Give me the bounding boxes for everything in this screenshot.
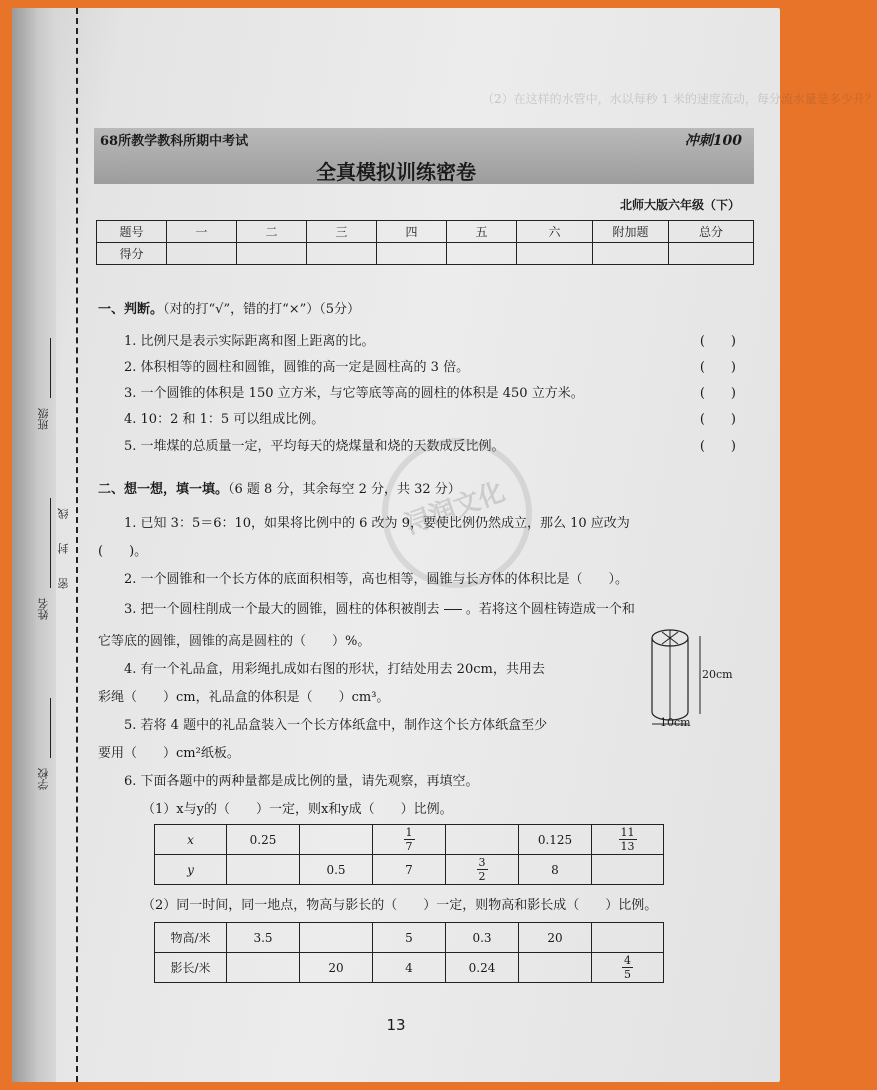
score-cell[interactable] <box>447 243 517 265</box>
answer-paren[interactable]: ( ) <box>699 334 736 349</box>
series-name: 68所教学教科所期中考试 <box>100 134 249 149</box>
s2-q4-line1: 4. 有一个礼品盒，用彩绳扎成如右图的形状，打结处用去 20cm，共用去 <box>124 662 545 677</box>
s2-q5-line1: 5. 若将 4 题中的礼品盒装入一个长方体纸盒中，制作这个长方体纸盒至少 <box>124 718 548 733</box>
side-line-class <box>50 338 51 398</box>
score-table <box>96 220 754 265</box>
score-header-cell: 五 <box>447 221 517 243</box>
xy-cell[interactable] <box>300 825 373 855</box>
hs-cell[interactable] <box>519 953 592 983</box>
hs-row-label: 影长/米 <box>155 953 227 983</box>
s1-item: 3. 一个圆锥的体积是 150 立方米，与它等底等高的圆柱的体积是 450 立方米。 <box>124 386 584 401</box>
s2-q2: 2. 一个圆锥和一个长方体的底面积相等，高也相等，圆锥与长方体的体积比是（ ）。 <box>124 572 629 587</box>
blank-fraction[interactable] <box>444 596 462 623</box>
xy-cell: 0.5 <box>300 855 373 885</box>
hs-cell: 5 <box>373 923 446 953</box>
xy-cell: 0.125 <box>519 825 592 855</box>
score-cell[interactable] <box>517 243 593 265</box>
score-header-cell: 一 <box>167 221 237 243</box>
xy-row-label: y <box>155 855 227 885</box>
xy-table <box>154 824 664 885</box>
score-header-cell: 二 <box>237 221 307 243</box>
xy-cell: $\frac{1}{7}$ <box>373 825 446 855</box>
section1-title: 一、判断。 <box>98 302 164 317</box>
hs-row-label: 物高/米 <box>155 923 227 953</box>
score-cell[interactable] <box>669 243 754 265</box>
score-cell[interactable] <box>237 243 307 265</box>
score-header-cell: 总分 <box>669 221 754 243</box>
hs-cell: 4 <box>373 953 446 983</box>
worksheet-page <box>12 8 877 1082</box>
s2-q6: 6. 下面各题中的两种量都是成比例的量，请先观察，再填空。 <box>124 774 479 789</box>
show-through-text: （2）在这样的水管中，水以每秒 1 米的速度流动，每分流水量是多少升？ <box>482 92 877 106</box>
fig-height-label: 20cm <box>702 668 733 681</box>
xy-cell: 7 <box>373 855 446 885</box>
page-title: 全真模拟训练密卷 <box>316 160 476 184</box>
xy-cell: 8 <box>519 855 592 885</box>
height-shadow-table <box>154 922 664 983</box>
score-header-cell: 六 <box>517 221 593 243</box>
answer-paren[interactable]: ( ) <box>699 360 736 375</box>
score-row-label: 得分 <box>97 243 167 265</box>
xy-cell[interactable] <box>446 825 519 855</box>
side-line-school <box>50 698 51 758</box>
section1-heading <box>98 298 360 317</box>
s2-q5-line2: 要用（ ）cm²纸板。 <box>98 746 240 761</box>
score-cell[interactable] <box>307 243 377 265</box>
brand-mark: 冲刺100 <box>684 133 742 149</box>
xy-cell: 0.25 <box>227 825 300 855</box>
hs-cell[interactable] <box>227 953 300 983</box>
hs-cell[interactable] <box>300 923 373 953</box>
xy-cell[interactable] <box>227 855 300 885</box>
s2-q3-line2: 它等底的圆锥，圆锥的高是圆柱的（ ）%。 <box>98 634 371 649</box>
section2-title: 二、想一想，填一填。 <box>98 482 229 497</box>
answer-paren[interactable]: ( ) <box>699 412 736 427</box>
s2-q6-1: （1）x与y的（ ）一定，则x和y成（ ）比例。 <box>142 802 453 817</box>
xy-cell: $\frac{3}{2}$ <box>446 855 519 885</box>
s2-q6-2: （2）同一时间，同一地点，物高与影长的（ ）一定，则物高和影长成（ ）比例。 <box>142 898 658 913</box>
side-label-name: 姓名 <box>37 598 50 620</box>
score-header-cell: 四 <box>377 221 447 243</box>
score-cell[interactable] <box>593 243 669 265</box>
score-header-cell: 三 <box>307 221 377 243</box>
hs-cell: 0.3 <box>446 923 519 953</box>
side-label-seal: 密 <box>57 578 70 589</box>
s2-q3-post: 。若将这个圆柱铸造成一个和 <box>465 602 635 617</box>
side-label-school: 学校 <box>37 768 50 790</box>
hs-cell: 3.5 <box>227 923 300 953</box>
s1-item: 2. 体积相等的圆柱和圆锥，圆锥的高一定是圆柱高的 3 倍。 <box>124 360 470 375</box>
watermark-text: 浔润文化 <box>400 476 509 541</box>
s2-q3-line1 <box>124 596 635 623</box>
hs-cell[interactable] <box>592 923 664 953</box>
score-header-cell: 附加题 <box>593 221 669 243</box>
hs-cell: $\frac{4}{5}$ <box>592 953 664 983</box>
s2-q1-line2: ( )。 <box>98 544 148 559</box>
side-label-class: 班级 <box>37 408 50 430</box>
side-line-name <box>50 498 51 588</box>
hs-cell: 0.24 <box>446 953 519 983</box>
s1-item: 5. 一堆煤的总质量一定，平均每天的烧煤量和烧的天数成反比例。 <box>124 439 505 454</box>
score-header-cell: 题号 <box>97 221 167 243</box>
s2-q3-pre: 3. 把一个圆柱削成一个最大的圆锥，圆柱的体积被削去 <box>124 602 440 617</box>
fig-width-label: 10cm <box>660 716 691 729</box>
s1-item: 1. 比例尺是表示实际距离和图上距离的比。 <box>124 334 375 349</box>
answer-paren[interactable]: ( ) <box>699 386 736 401</box>
answer-paren[interactable]: ( ) <box>699 439 736 454</box>
page-number: 13 <box>386 1016 406 1034</box>
edition-label: 北师大版六年级（下） <box>619 198 740 212</box>
s2-q1-line1: 1. 已知 3：5＝6：10，如果将比例中的 6 改为 9，要使比例仍然成立，那么 10 应改为 <box>124 516 630 531</box>
s2-q4-line2: 彩绳（ ）cm，礼品盒的体积是（ ）cm³。 <box>98 690 390 705</box>
score-cell[interactable] <box>377 243 447 265</box>
side-label-line: 线 <box>57 508 70 519</box>
side-label-seal2: 封 <box>57 543 70 554</box>
score-cell[interactable] <box>167 243 237 265</box>
xy-row-label: x <box>155 825 227 855</box>
section1-note: （对的打“√”，错的打“×”）（5分） <box>163 302 361 317</box>
xy-cell: $\frac{11}{13}$ <box>592 825 664 855</box>
section2-note: （6 题 8 分，其余每空 2 分，共 32 分） <box>228 482 461 497</box>
s1-item: 4. 10：2 和 1：5 可以组成比例。 <box>124 412 325 427</box>
section2-heading <box>98 478 461 497</box>
xy-cell[interactable] <box>592 855 664 885</box>
hs-cell: 20 <box>300 953 373 983</box>
hs-cell: 20 <box>519 923 592 953</box>
